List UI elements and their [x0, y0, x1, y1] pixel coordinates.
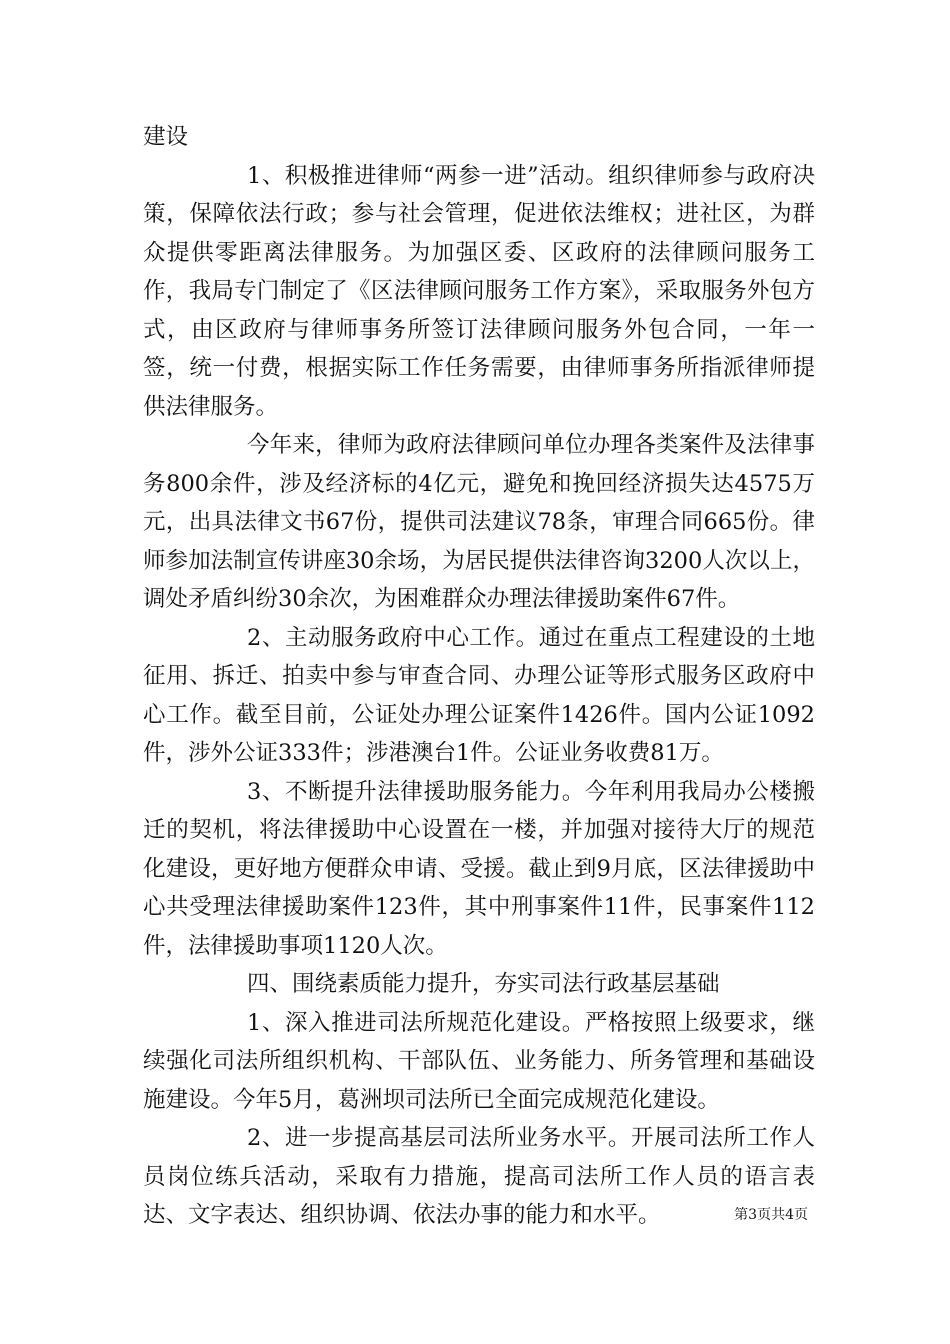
paragraph-judicial-office-skills: 2、进一步提高基层司法所业务水平。开展司法所工作人员岗位练兵活动，采取有力措施，提高司法所工作人员的语言表达、文字表达、组织协调、依法办事的能力和水平。 [143, 1125, 815, 1228]
document-body [143, 118, 815, 1235]
paragraph-lawyer-activities: 1、积极推进律师“两参一进”活动。组织律师参与政府决策，保障依法行政；参与社会管理，促进依法维权；进社区，为群众提供零距离法律服务。为加强区委、区政府的法律顾问服务工作，我局专门制定了《区法律顾问服务工作方案》，采取服务外包方式，由区政府与律师事务所签订法律顾问服务外包合同，一年一签，统一付费，根据实际工作任务需要，由律师事务所指派律师提供法律服务。 [143, 162, 815, 420]
paragraph-lawyer-statistics: 今年来，律师为政府法律顾问单位办理各类案件及法律事务800余件，涉及经济标的4亿元，避免和挽回经济损失达4575万元，出具法律文书67份，提供司法建议78条，审理合同665份。律师参加法制宣传讲座30余场，为居民提供法律咨询3200人次以上，调处矛盾纠纷30余次，为困难群众办理法律援助案件67件。 [143, 432, 815, 612]
paragraph-continuation: 建设 [143, 124, 189, 150]
paragraph-judicial-office-standardization: 1、深入推进司法所规范化建设。严格按照上级要求，继续强化司法所组织机构、干部队伍、业务能力、所务管理和基础设施建设。今年5月，葛洲坝司法所已全面完成规范化建设。 [143, 1009, 815, 1113]
page-number-footer: 第3页共4页 [734, 1207, 808, 1223]
section-heading: 四、围绕素质能力提升，夯实司法行政基层基础 [247, 971, 720, 997]
paragraph-notary-service: 2、主动服务政府中心工作。通过在重点工程建设的土地征用、拆迁、拍卖中参与审查合同、办理公证等形式服务区政府中心工作。截至目前，公证处办理公证案件1426件。国内公证1092件，涉外公证333件；涉港澳台1件。公证业务收费81万。 [143, 624, 815, 766]
paragraph-legal-aid: 3、不断提升法律援助服务能力。今年利用我局办公楼搬迁的契机，将法律援助中心设置在一楼，并加强对接待大厅的规范化建设，更好地方便群众申请、受援。截止到9月底，区法律援助中心共受理法律援助案件123件，其中刑事案件11件，民事案件112件，法律援助事项1120人次。 [143, 778, 815, 959]
